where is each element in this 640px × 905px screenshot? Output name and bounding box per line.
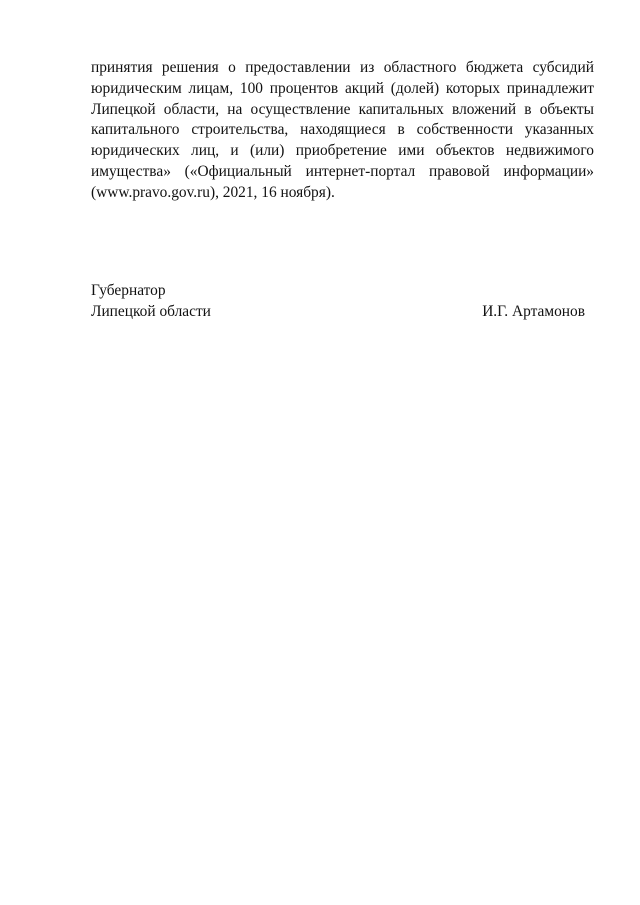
body-line-4: капитального строительства, находящиеся в собственности указанных xyxy=(91,121,594,139)
signature-row xyxy=(91,302,594,323)
signatory-name: И.Г. Артамонов xyxy=(482,302,585,320)
signature-block xyxy=(91,281,594,323)
body-line-2: юридическим лицам, 100 процентов акций (долей) которых принадлежит xyxy=(91,79,594,97)
body-line-5: юридических лиц, и (или) приобретение ими объектов недвижимого xyxy=(91,142,594,160)
body-line-1: принятия решения о предоставлении из областного бюджета субсидий xyxy=(91,59,594,76)
body-line-3: Липецкой области, на осуществление капитальных вложений в объекты xyxy=(91,100,594,118)
body-line-7: (www.pravo.gov.ru), 2021, 16 ноября). xyxy=(91,183,335,201)
body-line-6: имущества» («Официальный интернет-портал правовой информации» xyxy=(91,162,594,180)
signatory-position-line-1: Губернатор xyxy=(91,282,166,299)
signatory-position-line-2: Липецкой области xyxy=(91,302,211,320)
body-paragraph xyxy=(91,58,594,204)
